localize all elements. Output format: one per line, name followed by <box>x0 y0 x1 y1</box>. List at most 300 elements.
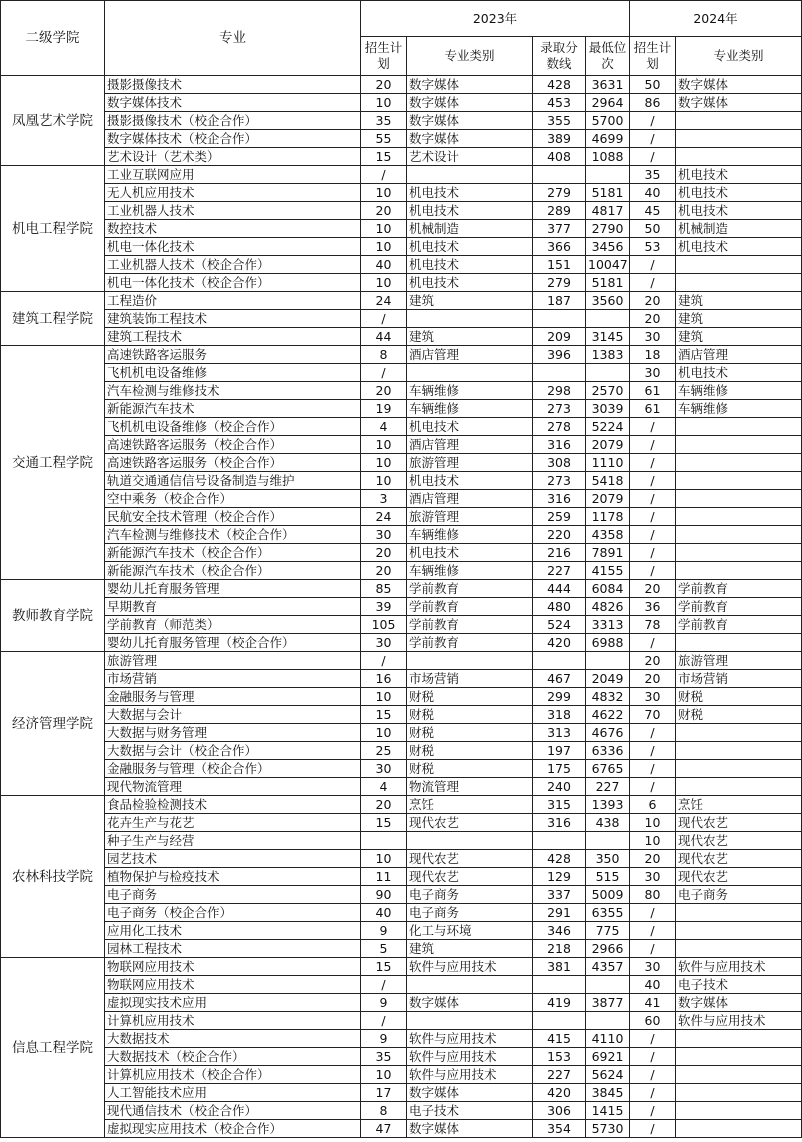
cell-score-2023: 151 <box>533 256 586 274</box>
cell-category-2023: 财税 <box>407 760 533 778</box>
cell-plan-2023: 9 <box>361 1030 407 1048</box>
cell-plan-2024: / <box>630 760 676 778</box>
cell-major: 新能源汽车技术（校企合作） <box>105 562 361 580</box>
cell-plan-2024: 78 <box>630 616 676 634</box>
cell-category-2023: 现代农艺 <box>407 868 533 886</box>
cell-plan-2023: 4 <box>361 418 407 436</box>
cell-category-2023: 艺术设计 <box>407 148 533 166</box>
cell-plan-2023: 15 <box>361 706 407 724</box>
cell-plan-2024: 86 <box>630 94 676 112</box>
header-year-2023: 2023年 <box>361 1 630 37</box>
cell-category-2024 <box>676 436 802 454</box>
table-row <box>1 1102 802 1120</box>
table-row <box>1 112 802 130</box>
cell-major: 汽车检测与维修技术（校企合作） <box>105 526 361 544</box>
cell-rank-2023: 7891 <box>586 544 630 562</box>
college-name: 交通工程学院 <box>1 346 105 580</box>
cell-major: 无人机应用技术 <box>105 184 361 202</box>
cell-score-2023: 259 <box>533 508 586 526</box>
cell-plan-2023: 10 <box>361 850 407 868</box>
cell-score-2023 <box>533 832 586 850</box>
cell-score-2023 <box>533 310 586 328</box>
cell-score-2023: 355 <box>533 112 586 130</box>
cell-major: 计算机应用技术 <box>105 1012 361 1030</box>
table-row <box>1 742 802 760</box>
table-row <box>1 724 802 742</box>
cell-rank-2023: 1178 <box>586 508 630 526</box>
table-row <box>1 148 802 166</box>
college-name: 经济管理学院 <box>1 652 105 796</box>
cell-score-2023: 354 <box>533 1120 586 1138</box>
cell-plan-2024: / <box>630 778 676 796</box>
header-score-2023: 录取分数线 <box>533 37 586 76</box>
cell-category-2023: 数字媒体 <box>407 1084 533 1102</box>
cell-category-2023: 电子商务 <box>407 904 533 922</box>
cell-major: 摄影摄像技术 <box>105 76 361 94</box>
cell-category-2023: 数字媒体 <box>407 94 533 112</box>
cell-category-2024 <box>676 1066 802 1084</box>
cell-score-2023: 298 <box>533 382 586 400</box>
cell-plan-2023: 4 <box>361 778 407 796</box>
cell-rank-2023: 4155 <box>586 562 630 580</box>
cell-plan-2023: 10 <box>361 238 407 256</box>
cell-score-2023: 299 <box>533 688 586 706</box>
cell-score-2023: 289 <box>533 202 586 220</box>
cell-rank-2023 <box>586 310 630 328</box>
cell-major: 大数据与会计（校企合作） <box>105 742 361 760</box>
cell-category-2024: 车辆维修 <box>676 382 802 400</box>
cell-plan-2024: 30 <box>630 688 676 706</box>
cell-score-2023: 337 <box>533 886 586 904</box>
cell-category-2023: 烹饪 <box>407 796 533 814</box>
cell-major: 电子商务 <box>105 886 361 904</box>
cell-category-2023: 机电技术 <box>407 238 533 256</box>
cell-category-2023: 软件与应用技术 <box>407 1048 533 1066</box>
cell-score-2023: 381 <box>533 958 586 976</box>
cell-plan-2023: 11 <box>361 868 407 886</box>
cell-rank-2023: 2966 <box>586 940 630 958</box>
cell-score-2023: 316 <box>533 436 586 454</box>
cell-score-2023: 273 <box>533 400 586 418</box>
cell-major: 建筑工程技术 <box>105 328 361 346</box>
cell-category-2023 <box>407 652 533 670</box>
cell-score-2023: 218 <box>533 940 586 958</box>
cell-category-2023: 机械制造 <box>407 220 533 238</box>
table-row <box>1 562 802 580</box>
table-row <box>1 904 802 922</box>
cell-category-2024 <box>676 1048 802 1066</box>
table-row <box>1 256 802 274</box>
cell-score-2023 <box>533 364 586 382</box>
cell-major: 轨道交通通信信号设备制造与维护 <box>105 472 361 490</box>
cell-rank-2023: 5730 <box>586 1120 630 1138</box>
cell-plan-2024: / <box>630 922 676 940</box>
cell-score-2023 <box>533 652 586 670</box>
cell-plan-2024: / <box>630 490 676 508</box>
cell-category-2023: 旅游管理 <box>407 508 533 526</box>
cell-rank-2023: 5181 <box>586 274 630 292</box>
cell-major: 数字媒体技术（校企合作） <box>105 130 361 148</box>
cell-plan-2024: 50 <box>630 220 676 238</box>
table-row <box>1 382 802 400</box>
cell-category-2024 <box>676 490 802 508</box>
cell-category-2023: 财税 <box>407 724 533 742</box>
cell-score-2023: 187 <box>533 292 586 310</box>
header-plan-2024: 招生计划 <box>630 37 676 76</box>
cell-score-2023: 346 <box>533 922 586 940</box>
cell-score-2023: 420 <box>533 1084 586 1102</box>
cell-category-2024: 现代农艺 <box>676 814 802 832</box>
cell-plan-2023: / <box>361 166 407 184</box>
cell-rank-2023: 2049 <box>586 670 630 688</box>
cell-plan-2023: 40 <box>361 904 407 922</box>
cell-major: 婴幼儿托育服务管理（校企合作） <box>105 634 361 652</box>
cell-rank-2023: 3456 <box>586 238 630 256</box>
cell-category-2023: 机电技术 <box>407 544 533 562</box>
cell-major: 大数据技术（校企合作） <box>105 1048 361 1066</box>
cell-category-2024 <box>676 742 802 760</box>
cell-category-2024: 建筑 <box>676 310 802 328</box>
cell-major: 园林工程技术 <box>105 940 361 958</box>
table-row <box>1 490 802 508</box>
cell-plan-2023: 55 <box>361 130 407 148</box>
cell-rank-2023: 1383 <box>586 346 630 364</box>
cell-major: 大数据技术 <box>105 1030 361 1048</box>
cell-plan-2024: 60 <box>630 1012 676 1030</box>
cell-score-2023: 306 <box>533 1102 586 1120</box>
cell-major: 物联网应用技术 <box>105 976 361 994</box>
cell-category-2023: 财税 <box>407 742 533 760</box>
cell-score-2023: 291 <box>533 904 586 922</box>
cell-major: 高速铁路客运服务（校企合作） <box>105 454 361 472</box>
cell-score-2023: 318 <box>533 706 586 724</box>
cell-category-2023: 市场营销 <box>407 670 533 688</box>
cell-major: 民航安全技术管理（校企合作） <box>105 508 361 526</box>
table-row <box>1 670 802 688</box>
cell-plan-2024: / <box>630 436 676 454</box>
header-college: 二级学院 <box>1 1 105 76</box>
cell-category-2023 <box>407 976 533 994</box>
cell-rank-2023: 2570 <box>586 382 630 400</box>
cell-rank-2023: 1415 <box>586 1102 630 1120</box>
cell-plan-2024: 50 <box>630 76 676 94</box>
cell-major: 建筑装饰工程技术 <box>105 310 361 328</box>
cell-plan-2024: / <box>630 1048 676 1066</box>
table-row <box>1 1066 802 1084</box>
cell-score-2023: 428 <box>533 850 586 868</box>
cell-rank-2023: 515 <box>586 868 630 886</box>
cell-plan-2024: 10 <box>630 832 676 850</box>
cell-category-2024 <box>676 148 802 166</box>
cell-plan-2023: 24 <box>361 292 407 310</box>
cell-category-2024: 机电技术 <box>676 202 802 220</box>
cell-category-2024: 数字媒体 <box>676 94 802 112</box>
cell-score-2023: 377 <box>533 220 586 238</box>
cell-rank-2023: 5418 <box>586 472 630 490</box>
cell-plan-2023: / <box>361 310 407 328</box>
table-row <box>1 346 802 364</box>
cell-category-2023: 数字媒体 <box>407 112 533 130</box>
cell-plan-2024: 20 <box>630 292 676 310</box>
cell-rank-2023: 5224 <box>586 418 630 436</box>
cell-plan-2023: 10 <box>361 1066 407 1084</box>
cell-plan-2023: 90 <box>361 886 407 904</box>
cell-plan-2023: 10 <box>361 184 407 202</box>
cell-plan-2024: 10 <box>630 814 676 832</box>
college-name: 建筑工程学院 <box>1 292 105 346</box>
cell-category-2024: 电子商务 <box>676 886 802 904</box>
cell-major: 机电一体化技术（校企合作） <box>105 274 361 292</box>
cell-plan-2024: / <box>630 256 676 274</box>
cell-major: 园艺技术 <box>105 850 361 868</box>
cell-plan-2024: / <box>630 418 676 436</box>
cell-score-2023: 209 <box>533 328 586 346</box>
cell-plan-2024: / <box>630 454 676 472</box>
cell-major: 应用化工技术 <box>105 922 361 940</box>
cell-category-2023: 数字媒体 <box>407 76 533 94</box>
table-row <box>1 526 802 544</box>
cell-plan-2024: 20 <box>630 850 676 868</box>
cell-rank-2023: 4832 <box>586 688 630 706</box>
header-category-2023: 专业类别 <box>407 37 533 76</box>
cell-category-2023 <box>407 832 533 850</box>
cell-category-2023: 机电技术 <box>407 202 533 220</box>
cell-major: 摄影摄像技术（校企合作） <box>105 112 361 130</box>
table-row <box>1 274 802 292</box>
cell-category-2023: 学前教育 <box>407 634 533 652</box>
cell-rank-2023: 775 <box>586 922 630 940</box>
cell-plan-2023: 20 <box>361 382 407 400</box>
cell-rank-2023: 6921 <box>586 1048 630 1066</box>
cell-plan-2024: 20 <box>630 652 676 670</box>
cell-score-2023: 273 <box>533 472 586 490</box>
cell-plan-2024: 40 <box>630 976 676 994</box>
header-year-2024: 2024年 <box>630 1 802 37</box>
cell-plan-2024: / <box>630 1120 676 1138</box>
table-row <box>1 292 802 310</box>
cell-score-2023: 308 <box>533 454 586 472</box>
cell-plan-2024: 20 <box>630 310 676 328</box>
cell-category-2023 <box>407 1012 533 1030</box>
cell-plan-2024: 30 <box>630 364 676 382</box>
cell-plan-2023: 25 <box>361 742 407 760</box>
cell-rank-2023: 3845 <box>586 1084 630 1102</box>
cell-plan-2023: 47 <box>361 1120 407 1138</box>
cell-category-2023: 酒店管理 <box>407 436 533 454</box>
cell-category-2024: 软件与应用技术 <box>676 958 802 976</box>
cell-score-2023: 415 <box>533 1030 586 1048</box>
cell-plan-2024: / <box>630 1084 676 1102</box>
cell-major: 电子商务（校企合作） <box>105 904 361 922</box>
cell-category-2023: 建筑 <box>407 328 533 346</box>
cell-category-2024: 机电技术 <box>676 364 802 382</box>
cell-major: 机电一体化技术 <box>105 238 361 256</box>
cell-category-2024: 学前教育 <box>676 616 802 634</box>
cell-rank-2023: 3877 <box>586 994 630 1012</box>
cell-category-2024: 烹饪 <box>676 796 802 814</box>
table-row <box>1 886 802 904</box>
cell-category-2024 <box>676 526 802 544</box>
cell-rank-2023: 2790 <box>586 220 630 238</box>
cell-category-2023: 建筑 <box>407 940 533 958</box>
table-row <box>1 508 802 526</box>
college-name: 农林科技学院 <box>1 796 105 958</box>
cell-plan-2024: 30 <box>630 958 676 976</box>
cell-rank-2023: 5700 <box>586 112 630 130</box>
cell-category-2023: 软件与应用技术 <box>407 958 533 976</box>
cell-score-2023: 467 <box>533 670 586 688</box>
table-row <box>1 976 802 994</box>
table-row <box>1 166 802 184</box>
table-row <box>1 652 802 670</box>
cell-rank-2023: 4826 <box>586 598 630 616</box>
cell-category-2024 <box>676 472 802 490</box>
table-row <box>1 832 802 850</box>
table-row <box>1 400 802 418</box>
cell-plan-2024: / <box>630 544 676 562</box>
cell-plan-2024: 36 <box>630 598 676 616</box>
cell-category-2024: 软件与应用技术 <box>676 1012 802 1030</box>
cell-plan-2024: 6 <box>630 796 676 814</box>
cell-category-2023: 数字媒体 <box>407 130 533 148</box>
table-row <box>1 580 802 598</box>
cell-plan-2024: 20 <box>630 580 676 598</box>
table-row <box>1 1120 802 1138</box>
cell-rank-2023: 4358 <box>586 526 630 544</box>
cell-plan-2024: 41 <box>630 994 676 1012</box>
cell-major: 学前教育（师范类） <box>105 616 361 634</box>
cell-plan-2024: 61 <box>630 400 676 418</box>
cell-plan-2024: / <box>630 1102 676 1120</box>
cell-major: 旅游管理 <box>105 652 361 670</box>
table-row <box>1 544 802 562</box>
header-category-2024: 专业类别 <box>676 37 802 76</box>
cell-rank-2023 <box>586 652 630 670</box>
cell-category-2023: 软件与应用技术 <box>407 1030 533 1048</box>
cell-major: 食品检验检测技术 <box>105 796 361 814</box>
table-row <box>1 760 802 778</box>
cell-rank-2023: 227 <box>586 778 630 796</box>
cell-rank-2023: 4699 <box>586 130 630 148</box>
table-row <box>1 922 802 940</box>
cell-plan-2023: 20 <box>361 796 407 814</box>
table-row <box>1 184 802 202</box>
cell-plan-2023: 20 <box>361 562 407 580</box>
table-row <box>1 130 802 148</box>
cell-plan-2024: / <box>630 112 676 130</box>
cell-plan-2023: 10 <box>361 454 407 472</box>
cell-rank-2023: 5181 <box>586 184 630 202</box>
college-name: 信息工程学院 <box>1 958 105 1138</box>
cell-major: 种子生产与经营 <box>105 832 361 850</box>
cell-rank-2023 <box>586 364 630 382</box>
cell-category-2023: 机电技术 <box>407 256 533 274</box>
cell-rank-2023: 10047 <box>586 256 630 274</box>
cell-plan-2023: 9 <box>361 994 407 1012</box>
table-row <box>1 436 802 454</box>
table-row <box>1 958 802 976</box>
cell-plan-2023: 10 <box>361 274 407 292</box>
cell-category-2024 <box>676 562 802 580</box>
cell-plan-2023: / <box>361 1012 407 1030</box>
cell-plan-2024: 35 <box>630 166 676 184</box>
cell-category-2024 <box>676 1030 802 1048</box>
cell-category-2023: 数字媒体 <box>407 1120 533 1138</box>
cell-rank-2023 <box>586 976 630 994</box>
cell-plan-2024: 20 <box>630 670 676 688</box>
cell-score-2023: 315 <box>533 796 586 814</box>
college-name: 教师教育学院 <box>1 580 105 652</box>
cell-plan-2024: 80 <box>630 886 676 904</box>
cell-rank-2023 <box>586 166 630 184</box>
cell-score-2023: 220 <box>533 526 586 544</box>
cell-category-2024: 建筑 <box>676 328 802 346</box>
cell-plan-2023: 10 <box>361 472 407 490</box>
cell-category-2024: 财税 <box>676 706 802 724</box>
cell-major: 高速铁路客运服务（校企合作） <box>105 436 361 454</box>
cell-major: 物联网应用技术 <box>105 958 361 976</box>
cell-category-2023: 学前教育 <box>407 616 533 634</box>
cell-major: 金融服务与管理 <box>105 688 361 706</box>
cell-rank-2023 <box>586 832 630 850</box>
table-row <box>1 778 802 796</box>
table-row <box>1 1084 802 1102</box>
cell-score-2023: 197 <box>533 742 586 760</box>
cell-rank-2023: 3560 <box>586 292 630 310</box>
cell-category-2023: 酒店管理 <box>407 346 533 364</box>
cell-major: 空中乘务（校企合作） <box>105 490 361 508</box>
cell-category-2023: 旅游管理 <box>407 454 533 472</box>
header-major: 专业 <box>105 1 361 76</box>
cell-plan-2023: 40 <box>361 256 407 274</box>
cell-plan-2023: 8 <box>361 346 407 364</box>
cell-plan-2023: 3 <box>361 490 407 508</box>
cell-rank-2023: 6988 <box>586 634 630 652</box>
cell-category-2023: 物流管理 <box>407 778 533 796</box>
cell-category-2024: 建筑 <box>676 292 802 310</box>
cell-category-2023: 化工与环境 <box>407 922 533 940</box>
cell-score-2023: 240 <box>533 778 586 796</box>
cell-plan-2023: 44 <box>361 328 407 346</box>
cell-plan-2023: 10 <box>361 724 407 742</box>
table-row <box>1 616 802 634</box>
cell-rank-2023: 4110 <box>586 1030 630 1048</box>
cell-plan-2024: / <box>630 1066 676 1084</box>
cell-category-2024 <box>676 634 802 652</box>
cell-major: 汽车检测与维修技术 <box>105 382 361 400</box>
cell-major: 飞机机电设备维修（校企合作） <box>105 418 361 436</box>
cell-category-2023: 现代农艺 <box>407 850 533 868</box>
cell-major: 计算机应用技术（校企合作） <box>105 1066 361 1084</box>
cell-major: 市场营销 <box>105 670 361 688</box>
cell-category-2024 <box>676 1102 802 1120</box>
cell-plan-2023: 35 <box>361 1048 407 1066</box>
cell-rank-2023: 2964 <box>586 94 630 112</box>
cell-category-2024: 车辆维修 <box>676 400 802 418</box>
table-row <box>1 634 802 652</box>
cell-major: 数控技术 <box>105 220 361 238</box>
cell-plan-2024: / <box>630 562 676 580</box>
cell-major: 工业互联网应用 <box>105 166 361 184</box>
cell-plan-2024: 18 <box>630 346 676 364</box>
table-row <box>1 706 802 724</box>
cell-category-2023: 车辆维修 <box>407 526 533 544</box>
cell-category-2024 <box>676 256 802 274</box>
cell-score-2023: 153 <box>533 1048 586 1066</box>
table-row <box>1 796 802 814</box>
cell-plan-2024: 70 <box>630 706 676 724</box>
table-row <box>1 598 802 616</box>
